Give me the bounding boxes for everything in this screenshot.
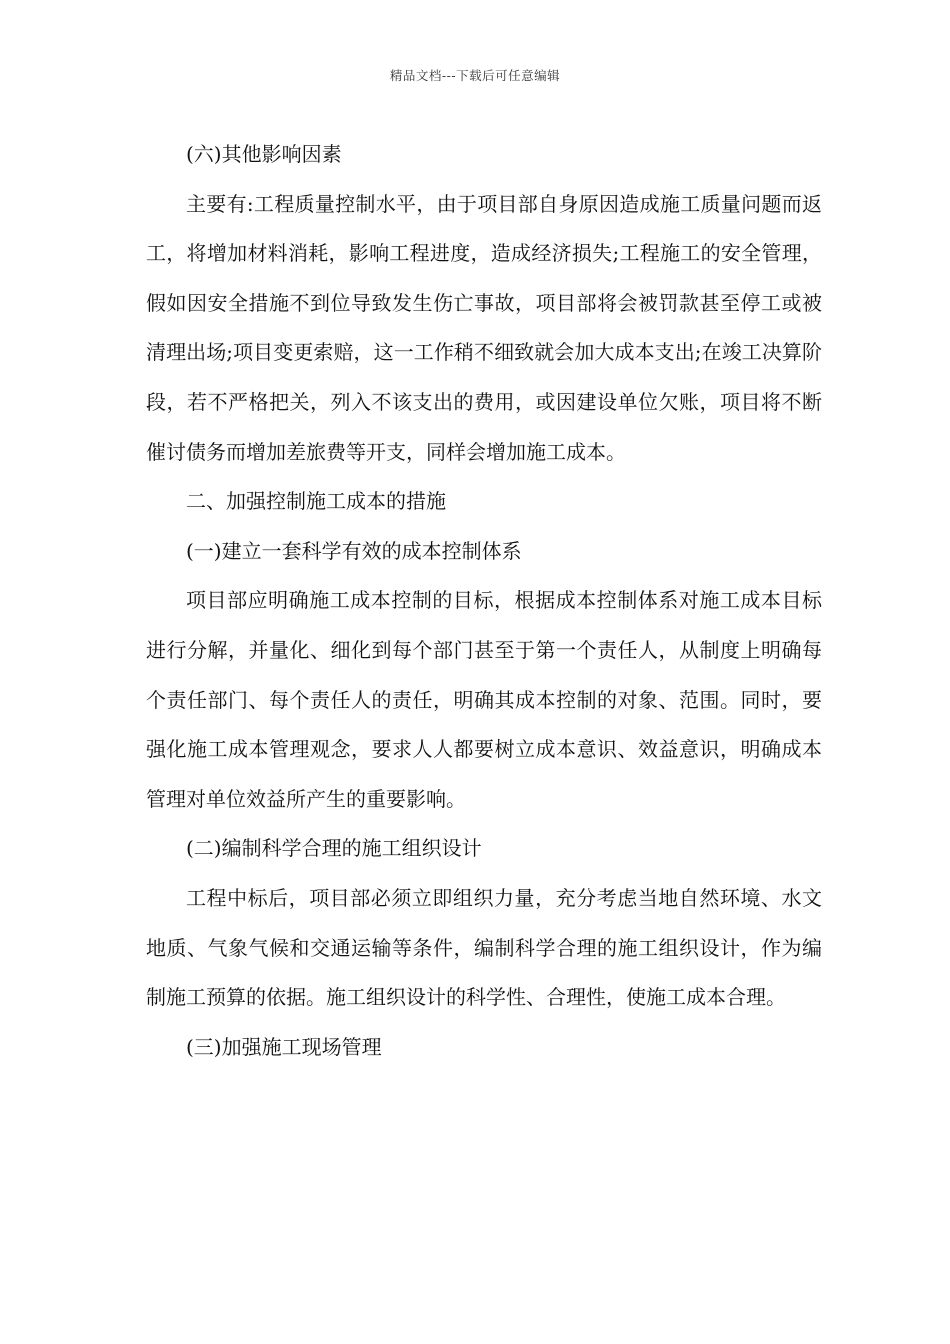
subsection-heading-construction-design: (二)编制科学合理的施工组织设计 xyxy=(186,836,482,861)
body-paragraph: 工程中标后，项目部必须立即组织力量，充分考虑当地自然环境、水文地质、气象气候和交通运输等条件，编制科学合理的施工组织设计，作为编制施工预算的依据。施工组织设计的科学性、合理性，使施工成本合理。 xyxy=(146,885,822,1010)
body-paragraph: 项目部应明确施工成本控制的目标，根据成本控制体系对施工成本目标进行分解，并量化、细化到每个部门甚至于第一个责任人，从制度上明确每个责任部门、每个责任人的责任，明确其成本控制的对象、范围。同时，要强化施工成本管理观念，要求人人都要树立成本意识、效益意识，明确成本管理对单位效益所产生的重要影响。 xyxy=(146,588,822,811)
section-heading-other-factors: (六)其他影响因素 xyxy=(186,142,342,166)
body-paragraph: 主要有:工程质量控制水平，由于项目部自身原因造成施工质量问题而返工，将增加材料消耗，影响工程进度，造成经济损失;工程施工的安全管理，假如因安全措施不到位导致发生伤亡事故，项目部将会被罚款甚至停工或被清理出场;项目变更索赔，这一工作稍不细致就会加大成本支出;在竣工决算阶段，若不严格把关，列入不该支出的费用，或因建设单位欠账，项目将不断催讨债务而增加差旅费等开支，同样会增加施工成本。 xyxy=(146,191,822,464)
subsection-heading-site-management: (三)加强施工现场管理 xyxy=(186,1034,382,1059)
page-header: 精品文档---下载后可任意编辑 xyxy=(389,68,561,83)
section-heading-measures: 二、加强控制施工成本的措施 xyxy=(186,489,446,514)
subsection-heading-control-system: (一)建立一套科学有效的成本控制体系 xyxy=(186,538,522,563)
document-body xyxy=(146,130,822,1072)
